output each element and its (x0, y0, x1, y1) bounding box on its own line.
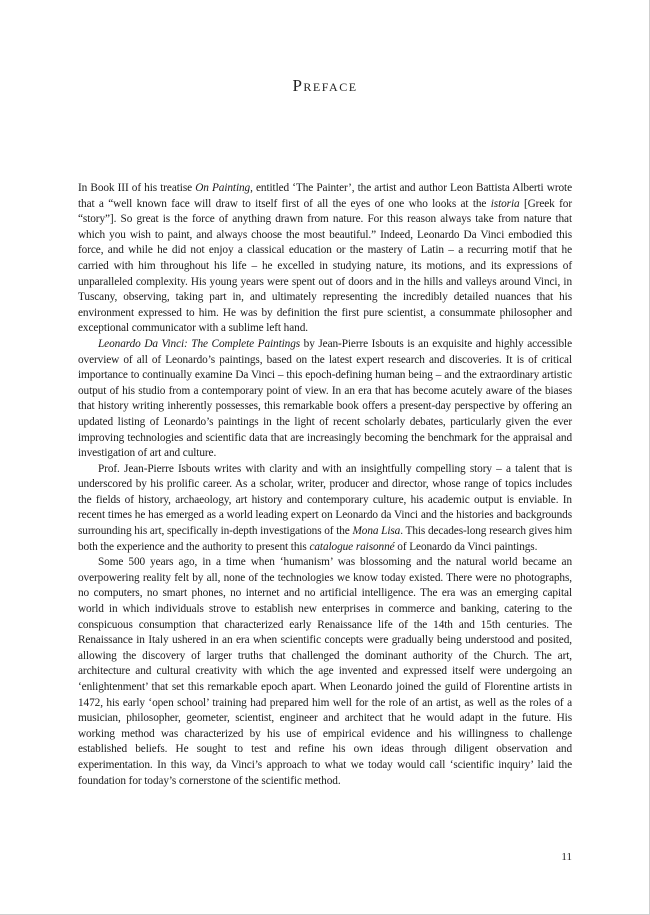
paragraph-1 (78, 181, 572, 337)
text-run: Prof. Jean-Pierre Isbouts writes with clarity and with an insightfully compelling story – a talent that is underscored by his prolific career. As a scholar, writer, producer and director, whose range of topics includes the fields of history, archaeology, art history and contemporary culture, his academic output is enviable. In recent times he has emerged as a world leading expert on Leonardo da Vinci and the histories and backgrounds surrounding his art, specifically in-depth investigations of the (78, 462, 572, 538)
book-title-on-painting: On Painting (195, 182, 251, 194)
page-number: 11 (561, 851, 572, 863)
text-run: . This decades-long research gives him both the experience and the authority to present this (78, 525, 573, 553)
book-title-complete-paintings: Leonardo Da Vinci: The Complete Paintings (98, 337, 301, 350)
term-catalogue-raisonne: catalogue raisonné (309, 540, 395, 553)
text-run: In Book III of his treatise (78, 182, 196, 194)
paragraph-4 (78, 555, 572, 789)
body-text (78, 181, 572, 789)
text-run: [Greek for “story”]. So great is the force of anything drawn from nature. For this reason always take from nature that which you wish to paint, and always choose the most beautiful.” Indeed, Leonardo Da Vinci embodied this force, and while he did not enjoy a classical education or the mastery of Latin – a recurring motif that he carried with him throughout his life – he excelled in studying nature, its motions, and its expressions of unparalleled complexity. His young years were spent out of doors and in the hills and valleys around Vinci, in Tuscany, observing, taking part in, and ultimately representing the incredibly detailed nuances that his environment expressed to him. He was by definition the first pure scientist, a consummate philosopher and exceptional communicator with a sublime left hand. (78, 197, 572, 335)
paragraph-3 (78, 462, 572, 556)
title-mona-lisa: Mona Lisa (352, 525, 401, 538)
text-run: , entitled ‘The Painter’, the artist and author Leon Battista Alberti wrote that a “well known face will draw to itself first of all the eyes of one who looks at the (78, 182, 572, 210)
paragraph-2 (78, 337, 572, 462)
text-run: Some 500 years ago, in a time when ‘humanism’ was blossoming and the natural world became an overpowering reality felt by all, none of the technologies we know today existed. There were no photographs, no computers, no smart phones, no internet and no artificial intelligence. The era was an emerging capital world in which individuals strove to establish new enterprises in commerce and banking, catering to the conspicuous consumption that characterized early Renaissance life of the 14th and 15th centuries. The Renaissance in Italy ushered in an era when scientific concepts were gradually being understood and posited, allowing the discovery of larger truths that challenged the dominant authority of the Church. The art, architecture and cultural creativity with which the age invented and expressed itself were undergoing an ‘enlightenment’ that set this remarkable epoch apart. When Leonardo joined the guild of Florentine artists in 1472, his early ‘open school’ training had prepared him well for the role of an artist, as well as the roles of a musician, philosopher, geometer, scientist, engineer and architect that he would adapt in the future. His working method was characterized by his use of empirical evidence and his willingness to challenge established beliefs. He sought to test and refine his own ideas through diligent observation and experimentation. In this way, da Vinci’s approach to what we today would call ‘scientific inquiry’ laid the foundation for today’s cornerstone of the scientific method. (78, 556, 572, 787)
term-istoria: istoria (490, 197, 520, 210)
text-run: of Leonardo da Vinci paintings. (394, 540, 538, 553)
page-title: Preface (292, 76, 358, 95)
text-run: by Jean-Pierre Isbouts is an exquisite and highly accessible overview of all of Leonardo’s paintings, based on the latest expert research and discoveries. It is of critical importance to continually examine Da Vinci – this epoch-defining human being – and the extraordinary artistic output of his studio from a contemporary point of view. In an era that has become acutely aware of the biases that history writing inherently possesses, this remarkable book offers a present-day perspective by offering an updated listing of Leonardo’s paintings in the light of recent scholarly debates, particularly given the ever improving technologies and scientific data that are increasingly becoming the benchmark for the appraisal and investigation of art and culture. (78, 337, 572, 460)
